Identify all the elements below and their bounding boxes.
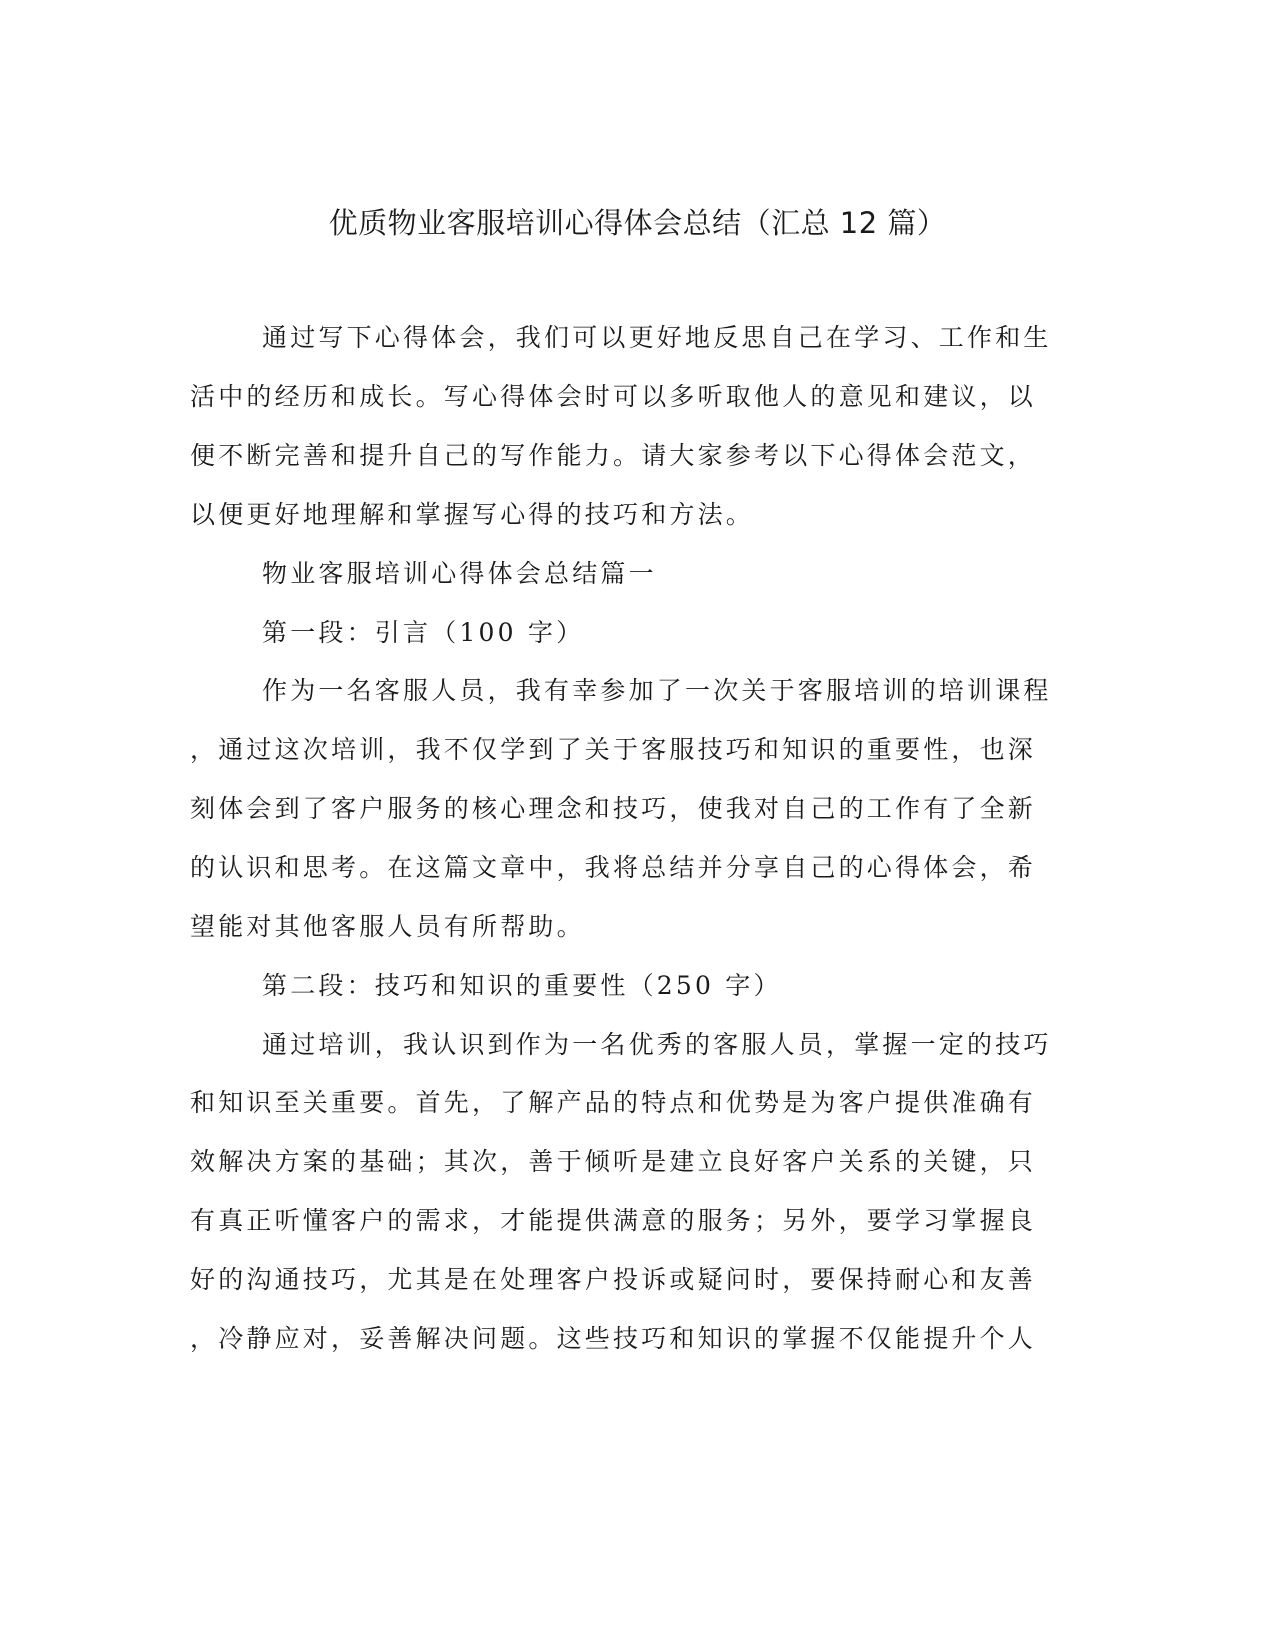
paragraph-line: 和知识至关重要。首先，了解产品的特点和优势是为客户提供准确有 [190, 1088, 1037, 1117]
paragraph-line: ，通过这次培训，我不仅学到了关于客服技巧和知识的重要性，也深 [190, 735, 1037, 764]
paragraph-line: 以便更好地理解和掌握写心得的技巧和方法。 [190, 500, 755, 529]
paragraph-line: 通过培训，我认识到作为一名优秀的客服人员，掌握一定的技巧 [262, 1030, 1052, 1059]
section-subheading: 第二段：技巧和知识的重要性（250 字） [262, 971, 782, 1000]
paragraph-line: 便不断完善和提升自己的写作能力。请大家参考以下心得体会范文， [190, 441, 1037, 470]
paragraph-line: ，冷静应对，妥善解决问题。这些技巧和知识的掌握不仅能提升个人 [190, 1324, 1037, 1353]
section-heading: 物业客服培训心得体会总结篇一 [262, 559, 657, 588]
paragraph-line: 望能对其他客服人员有所帮助。 [190, 912, 585, 941]
paragraph-line: 效解决方案的基础；其次，善于倾听是建立良好客户关系的关键，只 [190, 1147, 1037, 1176]
paragraph-line: 刻体会到了客户服务的核心理念和技巧，使我对自己的工作有了全新 [190, 794, 1037, 823]
paragraph-line: 有真正听懂客户的需求，才能提供满意的服务；另外，要学习掌握良 [190, 1206, 1037, 1235]
paragraph-line: 活中的经历和成长。写心得体会时可以多听取他人的意见和建议，以 [190, 382, 1037, 411]
paragraph-line: 好的沟通技巧，尤其是在处理客户投诉或疑问时，要保持耐心和友善 [190, 1265, 1037, 1294]
paragraph-line: 的认识和思考。在这篇文章中，我将总结并分享自己的心得体会，希 [190, 853, 1037, 882]
document-title: 优质物业客服培训心得体会总结（汇总 12 篇） [328, 206, 947, 240]
section-subheading: 第一段：引言（100 字） [262, 618, 585, 647]
paragraph-line: 作为一名客服人员，我有幸参加了一次关于客服培训的培训课程 [262, 676, 1052, 705]
paragraph-line: 通过写下心得体会，我们可以更好地反思自己在学习、工作和生 [262, 323, 1052, 352]
